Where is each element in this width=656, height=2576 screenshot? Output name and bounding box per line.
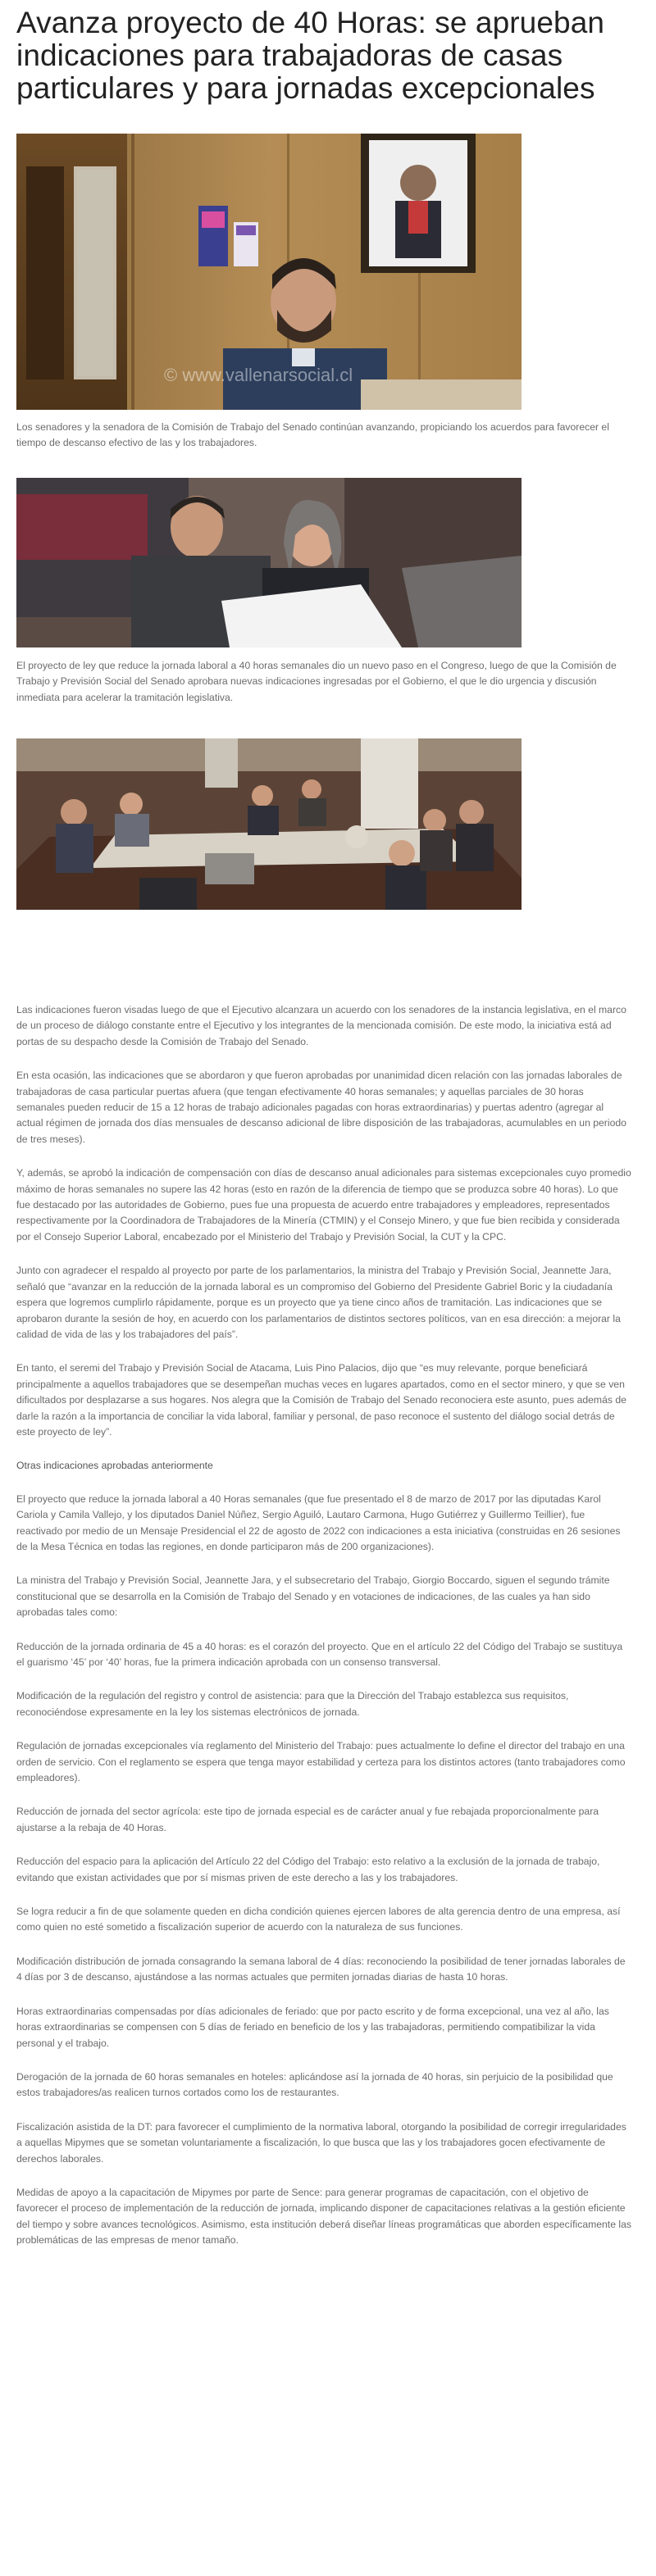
- body-paragraph: Horas extraordinarias compensadas por días adicionales de feriado: que por pacto escrito y de forma excepcional, una vez al año, las horas extraordinarias se compensen con 5 días de feriado en beneficio de los y las trabajadoras, permitiendo compatibilizar la vida personal y el trabajo.: [16, 2005, 609, 2049]
- article-body: [16, 1002, 631, 2267]
- article-title: Avanza proyecto de 40 Horas: se aprueban indicaciones para trabajadoras de casas particulares y para jornadas excepcionales: [16, 6, 605, 105]
- body-paragraph: Las indicaciones fueron visadas luego de que el Ejecutivo alcanzara un acuerdo con los senadores de la instancia legislativa, en el marco de un proceso de diálogo constante entre el Ejecutivo y los integrantes de la mencionada comisión. De este modo, la iniciativa está ad portas de su despacho desde la Comisión de Trabajo del Senado.: [16, 1004, 626, 1047]
- body-paragraph: Junto con agradecer el respaldo al proyecto por parte de los parlamentarios, la ministra del Trabajo y Previsión Social, Jeannette Jara, señaló que “avanzar en la reducción de la jornada laboral es un compromiso del Gobierno del Presidente Gabriel Boric y la ciudadanía espera que logremos cumplirlo rápidamente, porque es un proyecto que ya tiene cinco años de tramitación. Las indicaciones que se aprobaron durante la sesión de hoy, en acuerdo con los parlamentarios de distintos sectores políticos, van en esa dirección: a mejorar la calidad de vida de las y los trabajadores del país”.: [16, 1265, 621, 1340]
- photo-senate-committee-session: [16, 738, 522, 910]
- office-photo-illustration: [16, 134, 522, 410]
- section-subheading: Otras indicaciones aprobadas anteriormente: [16, 1460, 213, 1472]
- body-paragraph: Derogación de la jornada de 60 horas semanales en hoteles: aplicándose así la jornada de 40 horas, sin perjuicio de la posibilidad que estos trabajadores/as realicen turnos cortados como los de restaurantes.: [16, 2070, 613, 2099]
- body-paragraph: Modificación de la regulación del registro y control de asistencia: para que la Dirección del Trabajo establezca sus requisitos, reconociéndose expresamente en la ley los sistemas electrónicos de jornada.: [16, 1690, 569, 1718]
- body-paragraph: El proyecto que reduce la jornada laboral a 40 Horas semanales (que fue presentado el 8 de marzo de 2017 por las diputadas Karol Cariola y Camila Vallejo, y los diputados Daniel Núñez, Sergio Aguiló, Lautaro Carmona, Hugo Gutiérrez y Guillermo Teillier), fue reactivado por medio de un Mensaje Presidencial el 22 de agosto de 2022 con indicaciones a esta iniciativa (construidas en 26 sesiones de la Mesa Técnica en todas las regiones, en donde participaron más de 200 organizaciones).: [16, 1492, 621, 1552]
- meeting-closeup-illustration: [16, 478, 522, 647]
- photo-official-in-office: [16, 134, 522, 410]
- photo-officials-reviewing-document: [16, 478, 522, 647]
- body-paragraph: La ministra del Trabajo y Previsión Social, Jeannette Jara, y el subsecretario del Trabajo, Giorgio Boccardo, siguen el segundo trámite constitucional que se desarrolla en la Comisión de Trabajo del Senado y en votaciones de indicaciones, de las cuales ya han sido aprobadas tales como:: [16, 1574, 610, 1619]
- article: [16, 0, 640, 2247]
- body-paragraph: Fiscalización asistida de la DT: para favorecer el cumplimiento de la normativa laboral, otorgando la posibilidad de corregir irregularidades a aquellas Mipymes que se sometan voluntariamente a fiscalización, lo que busca que las y los trabajadores gocen efectivamente de derechos laborales.: [16, 2120, 626, 2165]
- body-paragraph: En tanto, el seremi del Trabajo y Previsión Social de Atacama, Luis Pino Palacios, dijo que “es muy relevante, porque beneficiará principalmente a aquellos trabajadores que se desempeñan muchas veces en lugares apartados, como en el sector minero, y que se ven dificultados por desplazarse a sus hogares. Nos alegra que la Comisión de Trabajo del Senado reconociera este asunto, pues además de darle la razón a la importancia de conciliar la vida laboral, familiar y personal, de paso reconoce el sustento del diálogo social detrás de este proyecto de ley”.: [16, 1362, 626, 1438]
- body-paragraph: Reducción del espacio para la aplicación del Artículo 22 del Código del Trabajo: esto relativo a la exclusión de la jornada de trabajo, evitando que existan actividades que por sí mismas priven de este derecho a las y los trabajadores.: [16, 1856, 600, 1883]
- body-paragraph: En esta ocasión, las indicaciones que se abordaron y que fueron aprobadas por unanimidad dicen relación con las jornadas laborales de trabajadoras de casa particular puertas afuera (que tengan efectivamente 40 horas semanales; y aquellas parciales de 30 horas semanales pueden reducir de 15 a 12 horas de trabajo adicionales pagadas con horas extraordinarias) y puertas adentro (agregar al actual régimen de jornada dos días mensuales de descanso adicional de libre disposición de las trabajadoras, acumulables en un periodo de tres meses).: [16, 1070, 626, 1145]
- body-paragraph: Y, además, se aprobó la indicación de compensación con días de descanso anual adicionales para sistemas excepcionales cuyo promedio máximo de horas semanales no supere las 42 horas (esto en razón de la diferencia de tiempo que se produzca sobre 40 horas). Lo que fue destacado por las autoridades de Gobierno, pues fue una propuesta de acuerdo entre trabajadores y empleadores, representados respectivamente por la Coordinadora de Trabajadores de la Minería (CTMIN) y el Consejo Minero, y que fue bien recibida y considerada por el Consejo Superior Laboral, encabezado por el Ministerio del Trabajo y Previsión Social, la CUT y la CPC.: [16, 1167, 631, 1243]
- body-paragraph: Regulación de jornadas excepcionales vía reglamento del Ministerio del Trabajo: pues actualmente lo define el director del trabajo en una orden de servicio. Con el reglamento se espera que tenga mayor estabilidad y certeza para los distintos actores (tanto trabajadores como empleadores).: [16, 1740, 626, 1784]
- committee-room-illustration: [16, 738, 522, 910]
- body-paragraph: Medidas de apoyo a la capacitación de Mipymes por parte de Sence: para generar programas de capacitación, con el objetivo de favorecer el proceso de implementación de la reducción de jornada, implicando disponer de capacitaciones relativas a la gestión eficiente del tiempo y sobre avances tecnológicos. Asimismo, esta institución deberá diseñar líneas programáticas que aborden específicamente las problemáticas de las empresas de menor tamaño.: [16, 2186, 631, 2247]
- caption-1: Los senadores y la senadora de la Comisión de Trabajo del Senado continúan avanzando, propiciando los acuerdos para favorecer el tiempo de descanso efectivo de las y los trabajadores.: [16, 421, 609, 449]
- body-paragraph: Reducción de la jornada ordinaria de 45 a 40 horas: es el corazón del proyecto. Que en el artículo 22 del Código del Trabajo se sustituya el guarismo ‘45’ por ‘40’ horas, fue la primera indicación aprobada con un consenso transversal.: [16, 1640, 623, 1668]
- body-paragraph: Se logra reducir a fin de que solamente queden en dicha condición quienes ejercen labores de alta gerencia dentro de una empresa, así como quien no esté sometido a fiscalización superior de acuerdo con la naturaleza de sus funciones.: [16, 1906, 621, 1933]
- caption-2: El proyecto de ley que reduce la jornada laboral a 40 horas semanales dio un nuevo paso en el Congreso, luego de que la Comisión de Trabajo y Previsión Social del Senado aprobara nuevas indicaciones ingresadas por el Gobierno, el que le dio urgencia y discusión inmediata para acelerar la tramitación legislativa.: [16, 660, 617, 703]
- photo-watermark: © www.vallenarsocial.cl: [164, 365, 353, 385]
- body-paragraph: Reducción de jornada del sector agrícola: este tipo de jornada especial es de carácter anual y fue rebajada proporcionalmente para ajustarse a la rebaja de 40 Horas.: [16, 1806, 599, 1833]
- body-paragraph: Modificación distribución de jornada consagrando la semana laboral de 4 días: reconociendo la posibilidad de tener jornadas laborales de 4 días por 3 de descanso, ajustándose a las normas actuales que permiten jornadas diarias de hasta 10 horas.: [16, 1955, 626, 1983]
